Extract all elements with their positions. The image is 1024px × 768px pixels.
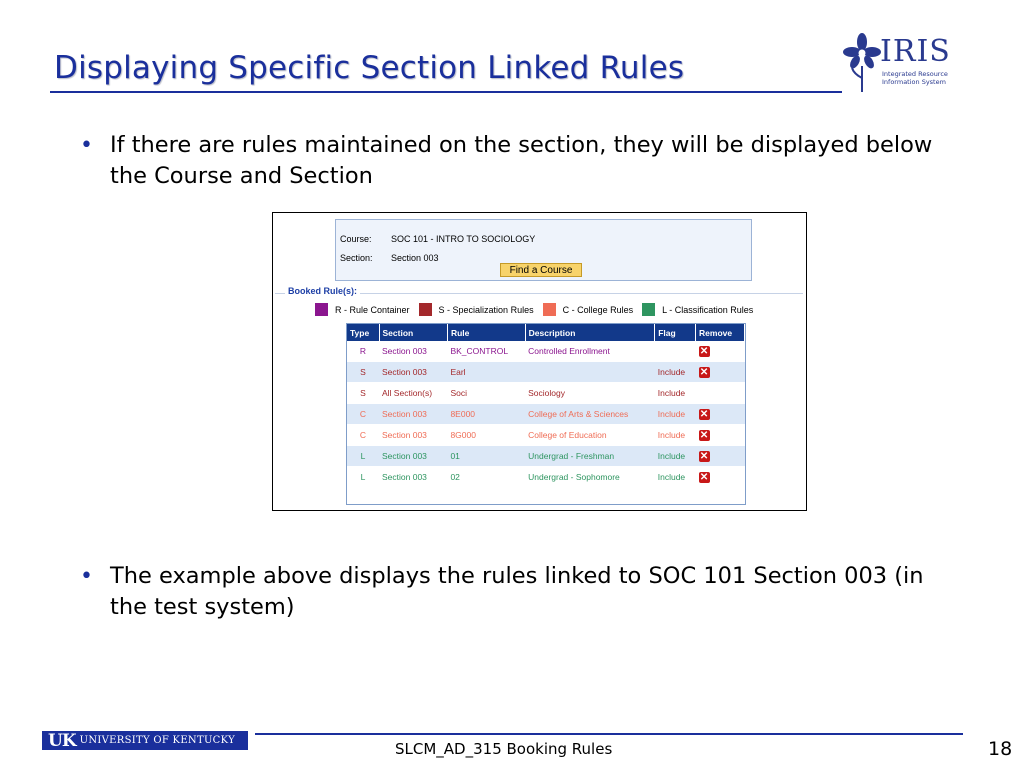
legend-swatch [419,303,432,316]
course-selection-panel [335,219,752,281]
cell-section: Section 003 [379,404,447,425]
column-header-section: Section [379,324,447,341]
bullet-icon: • [80,133,93,158]
column-header-description: Description [525,324,655,341]
rules-table-body [347,341,745,488]
cell-description: Sociology [525,383,655,404]
cell-section: All Section(s) [379,383,447,404]
table-row [347,341,745,362]
remove-rule-icon[interactable]: ✕ [699,366,709,378]
cell-rule: 8G000 [447,425,525,446]
cell-description: College of Education [525,425,655,446]
cell-description: Undergrad - Freshman [525,446,655,467]
cell-rule: 01 [447,446,525,467]
legend-item-specialization [419,303,534,316]
find-course-button[interactable]: Find a Course [500,263,582,277]
booked-rules-table [347,324,745,488]
iris-logo [842,32,952,94]
cell-type: S [347,383,379,404]
title-rule [50,91,842,93]
cell-description [525,362,655,383]
cell-remove [696,383,745,404]
booked-rules-table-frame [346,323,746,505]
column-header-rule: Rule [447,324,525,341]
bullet-item [80,130,950,192]
university-name: UNIVERSITY OF KENTUCKY [79,735,236,746]
page-number: 18 [988,738,1013,760]
legend-item-rule-container [315,303,410,316]
remove-rule-icon[interactable]: ✕ [699,471,709,483]
legend-swatch [642,303,655,316]
column-header-type: Type [347,324,379,341]
cell-type: C [347,425,379,446]
booked-rules-title: Booked Rule(s): [285,286,360,296]
uk-mark: UK [48,730,76,751]
cell-remove [696,341,745,362]
legend-item-college [543,303,634,316]
column-header-flag: Flag [655,324,696,341]
cell-type: R [347,341,379,362]
remove-rule-icon[interactable]: ✕ [699,429,709,441]
cell-flag: Include [655,404,696,425]
cell-rule: 02 [447,467,525,488]
bullet-icon: • [80,564,93,589]
section-value: Section 003 [391,253,439,263]
cell-section: Section 003 [379,446,447,467]
cell-rule: Soci [447,383,525,404]
cell-description: Undergrad - Sophomore [525,467,655,488]
iris-subtitle: Integrated Resource Information System [882,70,948,86]
table-row [347,383,745,404]
cell-flag: Include [655,446,696,467]
remove-rule-icon[interactable]: ✕ [699,345,709,357]
iris-flower-icon [842,32,882,94]
legend-swatch [543,303,556,316]
bullet-item [80,561,950,623]
table-row [347,467,745,488]
table-row [347,404,745,425]
bullet-text: If there are rules maintained on the section, they will be displayed below the Course and Section [110,132,933,189]
cell-remove [696,446,745,467]
legend-item-classification [642,303,753,316]
cell-rule: Earl [447,362,525,383]
cell-type: L [347,467,379,488]
cell-flag: Include [655,467,696,488]
cell-rule: BK_CONTROL [447,341,525,362]
cell-type: L [347,446,379,467]
remove-rule-icon[interactable]: ✕ [699,408,709,420]
course-value: SOC 101 - INTRO TO SOCIOLOGY [391,234,536,244]
table-row [347,425,745,446]
table-row [347,446,745,467]
cell-rule: 8E000 [447,404,525,425]
cell-section: Section 003 [379,341,447,362]
cell-remove [696,404,745,425]
legend-swatch [315,303,328,316]
section-label: Section: [340,253,373,263]
rule-type-legend [315,303,762,316]
bullet-text: The example above displays the rules linked to SOC 101 Section 003 (in the test system) [110,563,924,620]
cell-description: Controlled Enrollment [525,341,655,362]
iris-wordmark: IRIS [880,34,951,69]
cell-section: Section 003 [379,467,447,488]
course-label: Course: [340,234,372,244]
embedded-screenshot [272,212,807,511]
cell-remove [696,425,745,446]
column-header-remove: Remove [696,324,745,341]
cell-description: College of Arts & Sciences [525,404,655,425]
cell-section: Section 003 [379,362,447,383]
table-header-row [347,324,745,341]
footer-title: SLCM_AD_315 Booking Rules [395,740,613,758]
cell-type: S [347,362,379,383]
legend-label: R - Rule Container [335,304,410,315]
cell-remove [696,467,745,488]
cell-flag [655,341,696,362]
legend-label: S - Specialization Rules [438,304,534,315]
cell-section: Section 003 [379,425,447,446]
cell-flag: Include [655,425,696,446]
legend-label: C - College Rules [562,304,634,315]
footer-rule [255,733,963,735]
cell-type: C [347,404,379,425]
slide-title: Displaying Specific Section Linked Rules [54,50,685,86]
remove-rule-icon[interactable]: ✕ [699,450,709,462]
legend-label: L - Classification Rules [662,304,754,315]
table-row [347,362,745,383]
university-logo [42,731,248,750]
cell-remove [696,362,745,383]
cell-flag: Include [655,362,696,383]
cell-flag: Include [655,383,696,404]
